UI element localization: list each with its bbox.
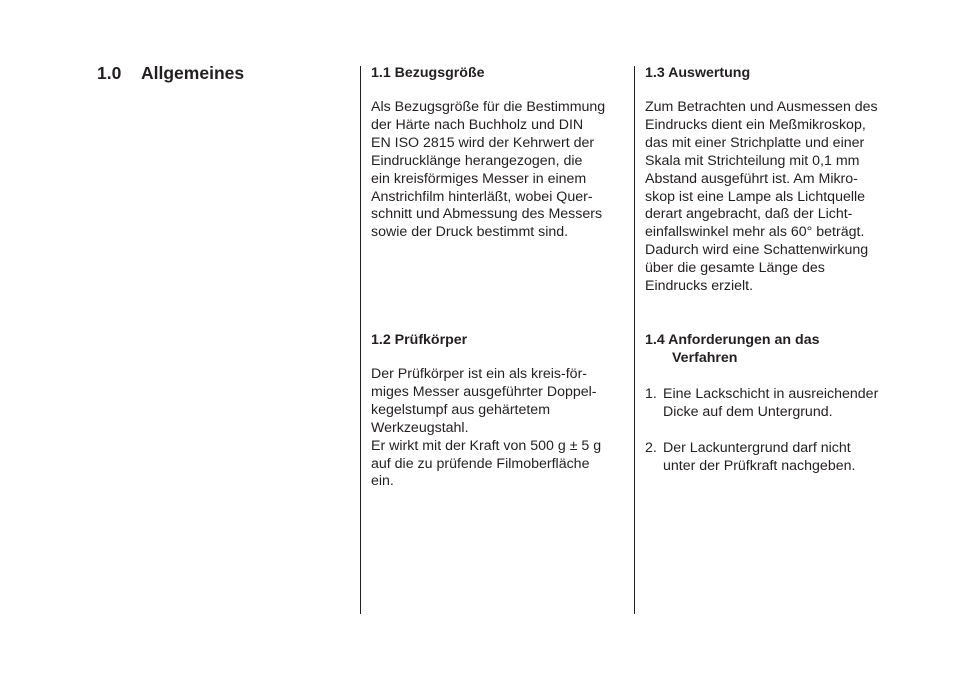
section-body xyxy=(645,99,900,296)
text-line: Werkzeugstahl. xyxy=(371,419,469,436)
requirements-list xyxy=(645,386,900,476)
text-line: unter der Prüfkraft nachgeben. xyxy=(663,457,856,474)
text-line: Eindrucks erzielt. xyxy=(645,278,754,295)
section-anforderungen xyxy=(645,331,900,494)
list-marker: 1. xyxy=(645,386,657,402)
text-line: sowie der Druck bestimmt sind. xyxy=(371,224,569,241)
text-line: Eindrucks dient ein Meßmikroskop, xyxy=(645,116,866,133)
text-line: auf die zu prüfende Filmoberfläche xyxy=(371,455,590,472)
text-line: Der Lackuntergrund darf nicht xyxy=(663,439,851,456)
section-auswertung xyxy=(645,64,900,296)
text-line: einfallswinkel mehr als 60° beträgt. xyxy=(645,224,865,241)
text-line: ein. xyxy=(371,473,394,490)
text-line: Anstrichfilm hinterläßt, wobei Quer- xyxy=(371,188,593,205)
text-line: Abstand ausgeführt ist. Am Mikro- xyxy=(645,170,858,187)
list-marker: 2. xyxy=(645,439,657,456)
heading-line: Verfahren xyxy=(672,350,738,366)
text-line: der Härte nach Buchholz und DIN xyxy=(371,116,584,133)
text-line: ein kreisförmiges Messer in einem xyxy=(371,170,587,187)
text-line: miges Messer ausgeführter Doppel- xyxy=(371,383,597,400)
page-title xyxy=(97,63,244,84)
text-line: Der Prüfkörper ist ein als kreis-för- xyxy=(371,366,588,382)
text-line: kegelstumpf aus gehärtetem xyxy=(371,401,551,418)
text-line: Dicke auf dem Untergrund. xyxy=(663,403,833,420)
section-pruefkoerper xyxy=(371,331,626,491)
section-body xyxy=(371,99,626,242)
section-heading xyxy=(645,331,900,367)
text-line: derart angebracht, daß der Licht- xyxy=(645,206,853,223)
text-line: schnitt und Abmessung des Messers xyxy=(371,206,603,223)
text-line: skop ist eine Lampe als Lichtquelle xyxy=(645,188,866,205)
section-title: Allgemeines xyxy=(141,63,245,83)
section-heading: 1.2 Prüfkörper xyxy=(371,332,468,348)
text-line: Zum Betrachten und Ausmessen des xyxy=(645,99,878,115)
text-line: Er wirkt mit der Kraft von 500 g ± 5 g xyxy=(371,437,602,454)
list-item xyxy=(645,440,900,476)
text-line: das mit einer Strichplatte und einer xyxy=(645,134,865,151)
column-divider-left xyxy=(360,66,361,614)
column-divider-right xyxy=(634,66,635,614)
section-bezugsgroesse xyxy=(371,64,626,242)
text-line: EN ISO 2815 wird der Kehrwert der xyxy=(371,134,595,151)
text-line: Dadurch wird eine Schattenwirkung xyxy=(645,242,869,259)
text-line: Als Bezugsgröße für die Bestimmung xyxy=(371,99,606,115)
heading-line: 1.4 Anforderungen an das xyxy=(645,332,820,348)
section-heading: 1.1 Bezugsgröße xyxy=(371,65,485,81)
text-line: über die gesamte Länge des xyxy=(645,260,825,277)
section-body xyxy=(371,366,626,491)
list-item xyxy=(645,386,900,422)
text-line: Eine Lackschicht in ausreichender xyxy=(663,386,879,402)
text-line: Eindrucklänge herangezogen, die xyxy=(371,152,583,169)
section-heading: 1.3 Auswertung xyxy=(645,65,751,81)
text-line: Skala mit Strichteilung mit 0,1 mm xyxy=(645,152,860,169)
section-number: 1.0 xyxy=(97,63,122,83)
